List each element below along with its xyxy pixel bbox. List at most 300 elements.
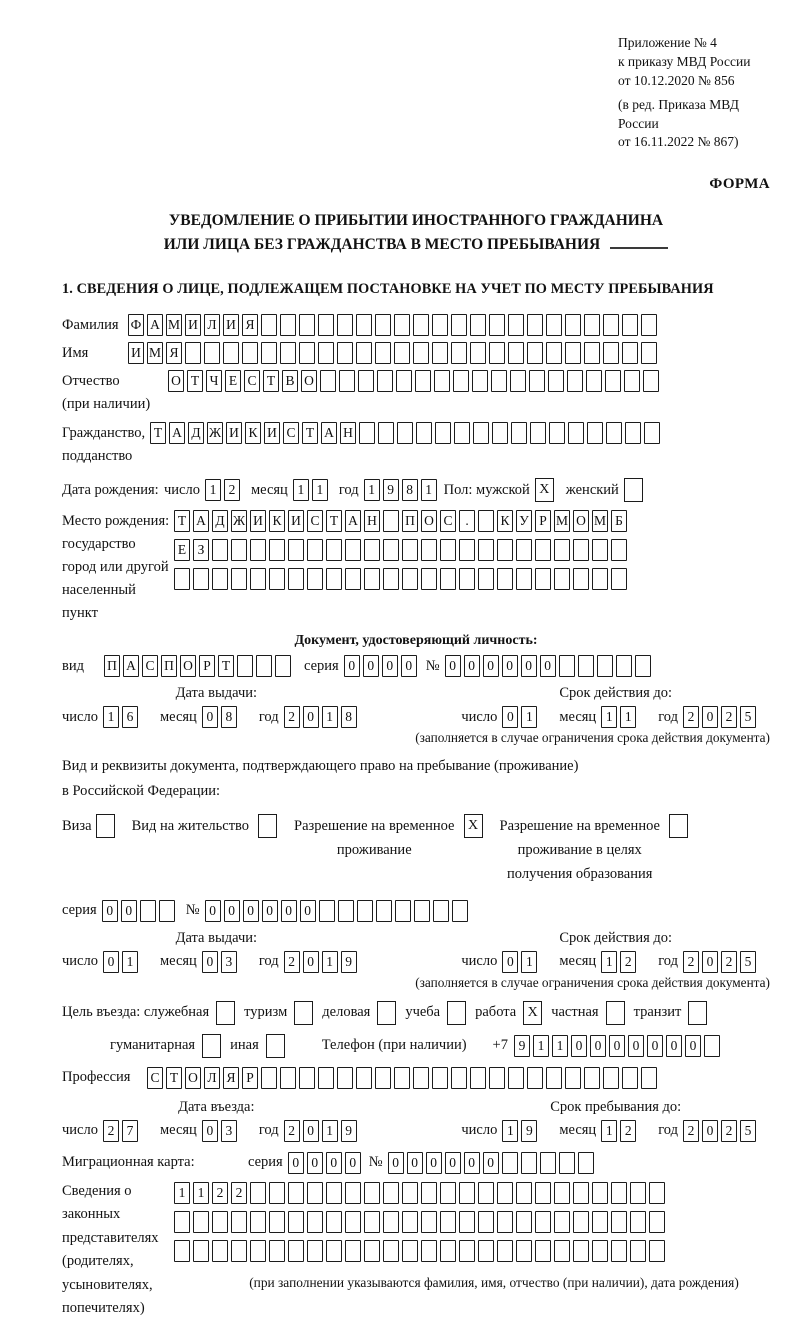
char-box[interactable]: 0 — [345, 1152, 361, 1174]
char-box[interactable] — [307, 568, 323, 590]
char-box[interactable]: 0 — [363, 655, 379, 677]
char-box[interactable] — [452, 900, 468, 922]
char-box[interactable]: 0 — [483, 1152, 499, 1174]
char-box[interactable] — [489, 314, 505, 336]
char-box[interactable] — [326, 1211, 342, 1233]
char-box[interactable]: Р — [242, 1067, 258, 1089]
char-box[interactable] — [394, 314, 410, 336]
char-box[interactable]: 5 — [740, 706, 756, 728]
char-box[interactable] — [356, 1067, 372, 1089]
char-box[interactable] — [584, 314, 600, 336]
char-box[interactable] — [597, 655, 613, 677]
char-box[interactable] — [527, 1067, 543, 1089]
char-box[interactable] — [223, 342, 239, 364]
char-box[interactable]: 1 — [364, 479, 380, 501]
char-box[interactable] — [578, 655, 594, 677]
purpose-humanitarian-checkbox[interactable] — [202, 1034, 221, 1058]
char-box[interactable] — [611, 1182, 627, 1204]
char-box[interactable] — [508, 1067, 524, 1089]
char-box[interactable]: С — [142, 655, 158, 677]
char-box[interactable] — [413, 314, 429, 336]
char-box[interactable] — [269, 568, 285, 590]
char-box[interactable]: И — [223, 314, 239, 336]
char-box[interactable] — [649, 1211, 665, 1233]
char-box[interactable] — [630, 1182, 646, 1204]
char-box[interactable]: 1 — [620, 706, 636, 728]
char-box[interactable] — [212, 568, 228, 590]
char-box[interactable]: Т — [150, 422, 166, 444]
char-box[interactable] — [357, 900, 373, 922]
char-box[interactable] — [432, 314, 448, 336]
char-box[interactable]: 0 — [205, 900, 221, 922]
char-box[interactable] — [630, 1211, 646, 1233]
char-box[interactable] — [394, 342, 410, 364]
char-box[interactable] — [548, 370, 564, 392]
char-box[interactable] — [478, 510, 494, 532]
char-box[interactable]: 9 — [514, 1035, 530, 1057]
char-box[interactable]: Ж — [231, 510, 247, 532]
char-box[interactable] — [421, 1211, 437, 1233]
char-box[interactable] — [622, 342, 638, 364]
char-box[interactable] — [318, 342, 334, 364]
char-box[interactable] — [554, 1240, 570, 1262]
char-box[interactable] — [440, 1240, 456, 1262]
char-box[interactable]: П — [402, 510, 418, 532]
char-box[interactable] — [413, 1067, 429, 1089]
char-box[interactable] — [573, 539, 589, 561]
char-box[interactable] — [497, 539, 513, 561]
char-box[interactable] — [364, 1240, 380, 1262]
char-box[interactable]: А — [321, 422, 337, 444]
char-box[interactable]: 5 — [740, 951, 756, 973]
char-box[interactable] — [530, 422, 546, 444]
char-box[interactable] — [339, 370, 355, 392]
char-box[interactable] — [440, 1211, 456, 1233]
char-box[interactable] — [472, 370, 488, 392]
char-box[interactable]: Е — [174, 539, 190, 561]
char-box[interactable]: М — [147, 342, 163, 364]
char-box[interactable] — [280, 1067, 296, 1089]
char-box[interactable]: 0 — [382, 655, 398, 677]
char-box[interactable] — [704, 1035, 720, 1057]
char-box[interactable]: 2 — [212, 1182, 228, 1204]
char-box[interactable] — [375, 314, 391, 336]
char-box[interactable] — [516, 568, 532, 590]
char-box[interactable] — [435, 422, 451, 444]
char-box[interactable]: П — [104, 655, 120, 677]
purpose-study-checkbox[interactable] — [447, 1001, 466, 1025]
char-box[interactable]: 2 — [284, 1120, 300, 1142]
char-box[interactable] — [383, 568, 399, 590]
char-box[interactable] — [584, 342, 600, 364]
char-box[interactable]: 0 — [202, 706, 218, 728]
char-box[interactable] — [269, 1182, 285, 1204]
char-box[interactable] — [280, 342, 296, 364]
char-box[interactable] — [269, 1211, 285, 1233]
char-box[interactable] — [432, 342, 448, 364]
char-box[interactable] — [535, 539, 551, 561]
char-box[interactable] — [470, 342, 486, 364]
char-box[interactable] — [611, 539, 627, 561]
purpose-business-checkbox[interactable] — [377, 1001, 396, 1025]
char-box[interactable]: 2 — [683, 706, 699, 728]
char-box[interactable]: 3 — [221, 1120, 237, 1142]
char-box[interactable] — [510, 370, 526, 392]
char-box[interactable] — [378, 422, 394, 444]
char-box[interactable] — [212, 539, 228, 561]
char-box[interactable] — [440, 539, 456, 561]
char-box[interactable]: 2 — [231, 1182, 247, 1204]
char-box[interactable] — [421, 1240, 437, 1262]
char-box[interactable]: 2 — [721, 951, 737, 973]
char-box[interactable] — [587, 422, 603, 444]
char-box[interactable]: М — [166, 314, 182, 336]
char-box[interactable]: 5 — [740, 1120, 756, 1142]
char-box[interactable] — [578, 1152, 594, 1174]
char-box[interactable]: О — [301, 370, 317, 392]
char-box[interactable]: А — [345, 510, 361, 532]
temp-permit-education-checkbox[interactable] — [669, 814, 688, 838]
char-box[interactable] — [489, 1067, 505, 1089]
char-box[interactable]: 0 — [103, 951, 119, 973]
char-box[interactable]: Б — [611, 510, 627, 532]
char-box[interactable] — [492, 422, 508, 444]
char-box[interactable]: О — [185, 1067, 201, 1089]
char-box[interactable] — [364, 568, 380, 590]
char-box[interactable]: 2 — [284, 706, 300, 728]
char-box[interactable] — [434, 370, 450, 392]
char-box[interactable] — [269, 539, 285, 561]
char-box[interactable] — [174, 1240, 190, 1262]
char-box[interactable] — [559, 655, 575, 677]
purpose-transit-checkbox[interactable] — [688, 1001, 707, 1025]
char-box[interactable] — [383, 510, 399, 532]
char-box[interactable]: 0 — [628, 1035, 644, 1057]
char-box[interactable] — [540, 1152, 556, 1174]
char-box[interactable]: Д — [212, 510, 228, 532]
char-box[interactable] — [625, 422, 641, 444]
char-box[interactable] — [454, 422, 470, 444]
char-box[interactable] — [193, 1211, 209, 1233]
char-box[interactable] — [326, 1240, 342, 1262]
char-box[interactable]: 0 — [685, 1035, 701, 1057]
char-box[interactable] — [459, 1211, 475, 1233]
char-box[interactable]: 9 — [383, 479, 399, 501]
char-box[interactable] — [204, 342, 220, 364]
char-box[interactable]: 0 — [281, 900, 297, 922]
purpose-tourism-checkbox[interactable] — [294, 1001, 313, 1025]
char-box[interactable] — [250, 539, 266, 561]
char-box[interactable]: 2 — [620, 1120, 636, 1142]
char-box[interactable] — [624, 370, 640, 392]
char-box[interactable] — [375, 1067, 391, 1089]
char-box[interactable] — [497, 1211, 513, 1233]
char-box[interactable]: Т — [218, 655, 234, 677]
char-box[interactable]: 1 — [322, 1120, 338, 1142]
char-box[interactable]: З — [193, 539, 209, 561]
sex-male-checkbox[interactable]: X — [535, 478, 554, 502]
char-box[interactable]: 1 — [533, 1035, 549, 1057]
char-box[interactable] — [565, 314, 581, 336]
char-box[interactable]: 0 — [464, 1152, 480, 1174]
char-box[interactable]: 6 — [122, 706, 138, 728]
purpose-other-checkbox[interactable] — [266, 1034, 285, 1058]
char-box[interactable] — [375, 342, 391, 364]
char-box[interactable] — [242, 342, 258, 364]
char-box[interactable] — [611, 1240, 627, 1262]
char-box[interactable]: 0 — [426, 1152, 442, 1174]
char-box[interactable] — [414, 900, 430, 922]
char-box[interactable]: К — [497, 510, 513, 532]
char-box[interactable] — [174, 568, 190, 590]
char-box[interactable]: 1 — [293, 479, 309, 501]
char-box[interactable] — [383, 539, 399, 561]
char-box[interactable] — [649, 1182, 665, 1204]
char-box[interactable]: 2 — [721, 1120, 737, 1142]
char-box[interactable]: И — [128, 342, 144, 364]
char-box[interactable]: А — [123, 655, 139, 677]
char-box[interactable]: С — [147, 1067, 163, 1089]
char-box[interactable]: 9 — [341, 1120, 357, 1142]
char-box[interactable] — [611, 568, 627, 590]
char-box[interactable]: 0 — [326, 1152, 342, 1174]
char-box[interactable]: 2 — [683, 951, 699, 973]
char-box[interactable] — [413, 342, 429, 364]
char-box[interactable] — [641, 314, 657, 336]
char-box[interactable]: 8 — [341, 706, 357, 728]
char-box[interactable] — [318, 1067, 334, 1089]
char-box[interactable]: 9 — [341, 951, 357, 973]
char-box[interactable]: 0 — [445, 1152, 461, 1174]
char-box[interactable]: 7 — [122, 1120, 138, 1142]
char-box[interactable]: 3 — [221, 951, 237, 973]
char-box[interactable]: Я — [166, 342, 182, 364]
char-box[interactable] — [453, 370, 469, 392]
char-box[interactable]: Ч — [206, 370, 222, 392]
char-box[interactable]: 1 — [502, 1120, 518, 1142]
char-box[interactable] — [337, 342, 353, 364]
char-box[interactable] — [250, 1182, 266, 1204]
char-box[interactable]: О — [573, 510, 589, 532]
char-box[interactable] — [345, 568, 361, 590]
char-box[interactable] — [394, 1067, 410, 1089]
char-box[interactable]: 0 — [502, 655, 518, 677]
char-box[interactable]: 0 — [102, 900, 118, 922]
char-box[interactable] — [364, 1211, 380, 1233]
purpose-official-checkbox[interactable] — [216, 1001, 235, 1025]
char-box[interactable] — [432, 1067, 448, 1089]
char-box[interactable] — [535, 1211, 551, 1233]
char-box[interactable] — [616, 655, 632, 677]
char-box[interactable]: 0 — [590, 1035, 606, 1057]
char-box[interactable]: С — [283, 422, 299, 444]
char-box[interactable] — [307, 1182, 323, 1204]
char-box[interactable] — [573, 568, 589, 590]
char-box[interactable]: И — [185, 314, 201, 336]
char-box[interactable] — [212, 1211, 228, 1233]
char-box[interactable]: Т — [174, 510, 190, 532]
char-box[interactable] — [630, 1240, 646, 1262]
char-box[interactable]: 0 — [262, 900, 278, 922]
char-box[interactable] — [641, 342, 657, 364]
char-box[interactable] — [345, 539, 361, 561]
char-box[interactable]: 0 — [288, 1152, 304, 1174]
char-box[interactable] — [586, 370, 602, 392]
char-box[interactable] — [319, 900, 335, 922]
char-box[interactable] — [641, 1067, 657, 1089]
char-box[interactable] — [261, 342, 277, 364]
char-box[interactable]: 0 — [300, 900, 316, 922]
char-box[interactable]: 1 — [552, 1035, 568, 1057]
char-box[interactable]: 0 — [609, 1035, 625, 1057]
char-box[interactable]: Р — [535, 510, 551, 532]
char-box[interactable] — [433, 900, 449, 922]
char-box[interactable]: 1 — [103, 706, 119, 728]
char-box[interactable]: 0 — [303, 1120, 319, 1142]
char-box[interactable]: 0 — [571, 1035, 587, 1057]
char-box[interactable]: 1 — [601, 951, 617, 973]
char-box[interactable] — [508, 314, 524, 336]
char-box[interactable] — [592, 1182, 608, 1204]
char-box[interactable] — [567, 370, 583, 392]
char-box[interactable]: Т — [187, 370, 203, 392]
char-box[interactable]: 0 — [647, 1035, 663, 1057]
char-box[interactable]: В — [282, 370, 298, 392]
char-box[interactable] — [402, 539, 418, 561]
char-box[interactable] — [421, 1182, 437, 1204]
char-box[interactable] — [356, 342, 372, 364]
char-box[interactable] — [521, 1152, 537, 1174]
char-box[interactable] — [231, 539, 247, 561]
char-box[interactable] — [212, 1240, 228, 1262]
char-box[interactable] — [395, 900, 411, 922]
char-box[interactable]: 1 — [601, 706, 617, 728]
char-box[interactable] — [603, 342, 619, 364]
char-box[interactable] — [185, 342, 201, 364]
char-box[interactable]: 9 — [521, 1120, 537, 1142]
char-box[interactable] — [478, 1211, 494, 1233]
char-box[interactable] — [397, 422, 413, 444]
char-box[interactable]: А — [169, 422, 185, 444]
char-box[interactable] — [489, 342, 505, 364]
char-box[interactable] — [326, 539, 342, 561]
char-box[interactable]: Н — [364, 510, 380, 532]
char-box[interactable] — [603, 1067, 619, 1089]
char-box[interactable] — [605, 370, 621, 392]
char-box[interactable] — [299, 314, 315, 336]
temp-residence-permit-checkbox[interactable]: X — [464, 814, 483, 838]
char-box[interactable] — [470, 1067, 486, 1089]
char-box[interactable]: 0 — [702, 706, 718, 728]
char-box[interactable] — [611, 1211, 627, 1233]
char-box[interactable] — [573, 1182, 589, 1204]
purpose-work-checkbox[interactable]: X — [523, 1001, 542, 1025]
char-box[interactable] — [568, 422, 584, 444]
char-box[interactable]: С — [440, 510, 456, 532]
char-box[interactable] — [288, 1211, 304, 1233]
char-box[interactable] — [478, 1240, 494, 1262]
char-box[interactable] — [383, 1240, 399, 1262]
char-box[interactable] — [511, 422, 527, 444]
char-box[interactable] — [299, 1067, 315, 1089]
char-box[interactable]: 8 — [402, 479, 418, 501]
char-box[interactable] — [478, 568, 494, 590]
char-box[interactable]: С — [307, 510, 323, 532]
char-box[interactable] — [288, 1182, 304, 1204]
char-box[interactable] — [554, 1211, 570, 1233]
char-box[interactable]: А — [147, 314, 163, 336]
char-box[interactable] — [592, 1211, 608, 1233]
char-box[interactable]: 1 — [601, 1120, 617, 1142]
char-box[interactable] — [250, 1240, 266, 1262]
visa-checkbox[interactable] — [96, 814, 115, 838]
char-box[interactable] — [421, 568, 437, 590]
char-box[interactable]: К — [245, 422, 261, 444]
char-box[interactable] — [345, 1240, 361, 1262]
char-box[interactable]: Т — [166, 1067, 182, 1089]
char-box[interactable] — [549, 422, 565, 444]
char-box[interactable] — [603, 314, 619, 336]
char-box[interactable] — [174, 1211, 190, 1233]
char-box[interactable] — [497, 1182, 513, 1204]
char-box[interactable]: 0 — [521, 655, 537, 677]
char-box[interactable] — [516, 1182, 532, 1204]
char-box[interactable] — [421, 539, 437, 561]
char-box[interactable] — [377, 370, 393, 392]
char-box[interactable] — [592, 568, 608, 590]
char-box[interactable]: 1 — [322, 951, 338, 973]
char-box[interactable] — [299, 342, 315, 364]
char-box[interactable] — [451, 314, 467, 336]
char-box[interactable]: 8 — [221, 706, 237, 728]
char-box[interactable] — [635, 655, 651, 677]
char-box[interactable]: 0 — [303, 951, 319, 973]
char-box[interactable] — [288, 568, 304, 590]
char-box[interactable]: 0 — [243, 900, 259, 922]
char-box[interactable] — [402, 1182, 418, 1204]
char-box[interactable] — [516, 1240, 532, 1262]
char-box[interactable] — [535, 1182, 551, 1204]
char-box[interactable] — [527, 314, 543, 336]
char-box[interactable]: М — [554, 510, 570, 532]
char-box[interactable] — [470, 314, 486, 336]
char-box[interactable]: 0 — [344, 655, 360, 677]
char-box[interactable]: К — [269, 510, 285, 532]
char-box[interactable] — [345, 1211, 361, 1233]
char-box[interactable] — [231, 568, 247, 590]
char-box[interactable] — [440, 1182, 456, 1204]
char-box[interactable]: О — [168, 370, 184, 392]
char-box[interactable] — [559, 1152, 575, 1174]
char-box[interactable]: Т — [302, 422, 318, 444]
purpose-private-checkbox[interactable] — [606, 1001, 625, 1025]
char-box[interactable] — [527, 342, 543, 364]
char-box[interactable] — [554, 1182, 570, 1204]
char-box[interactable]: 2 — [721, 706, 737, 728]
char-box[interactable] — [256, 655, 272, 677]
char-box[interactable] — [269, 1240, 285, 1262]
char-box[interactable] — [546, 342, 562, 364]
char-box[interactable]: 0 — [307, 1152, 323, 1174]
char-box[interactable] — [364, 539, 380, 561]
char-box[interactable]: Я — [223, 1067, 239, 1089]
char-box[interactable]: 0 — [445, 655, 461, 677]
char-box[interactable]: И — [226, 422, 242, 444]
char-box[interactable] — [337, 1067, 353, 1089]
char-box[interactable] — [288, 539, 304, 561]
char-box[interactable] — [402, 568, 418, 590]
char-box[interactable] — [573, 1211, 589, 1233]
